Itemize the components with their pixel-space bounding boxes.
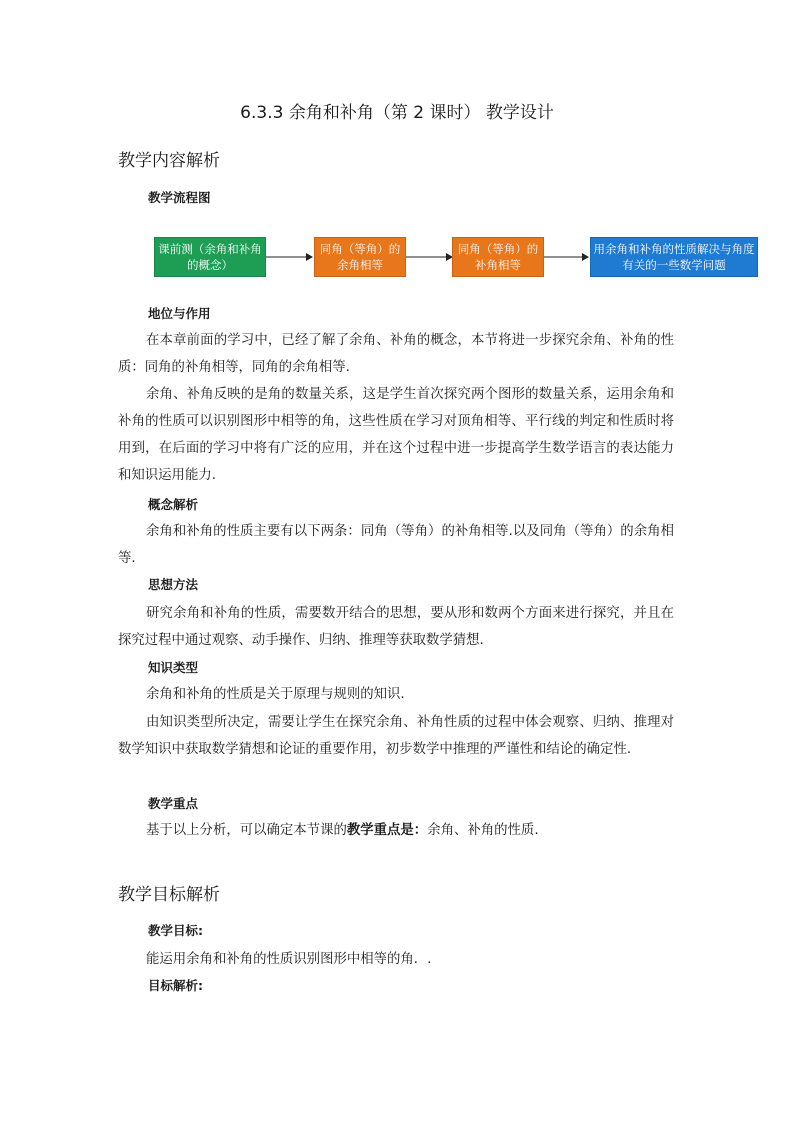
- key-point-prefix: 基于以上分析，可以确定本节课的: [146, 823, 347, 838]
- section-heading-content-analysis: 教学内容解析: [118, 151, 220, 171]
- goal-analysis-heading: 目标解析:: [148, 978, 203, 993]
- concept-paragraph: 余角和补角的性质主要有以下两条：同角（等角）的补角相等.以及同角（等角）的余角相等.: [118, 524, 674, 566]
- knowledge-type-heading: 知识类型: [148, 660, 199, 675]
- document-title: 6.3.3 余角和补角（第 2 课时） 教学设计: [240, 103, 554, 123]
- flow-step-application: [590, 237, 758, 277]
- knowledge-paragraph-1: 余角和补角的性质是关于原理与规则的知识.: [146, 687, 405, 702]
- flow-chart-heading: 教学流程图: [148, 190, 211, 205]
- key-point-bold: 教学重点是：: [346, 823, 428, 838]
- goal-paragraph: 能运用余角和补角的性质识别图形中相等的角．.: [146, 952, 432, 967]
- flow-step-supplement: [452, 237, 544, 277]
- flow-arrow-2: [406, 250, 454, 264]
- method-paragraph: 研究余角和补角的性质，需要数开结合的思想，要从形和数两个方面来进行探究，并且在探究过程中通过观察、动手操作、归纳、推理等获取数学猜想.: [118, 606, 674, 648]
- role-heading: 地位与作用: [148, 306, 211, 321]
- role-paragraph-1: 在本章前面的学习中，已经了解了余角、补角的概念，本节将进一步探究余角、补角的性质：同角的补角相等，同角的余角相等.: [118, 333, 674, 375]
- section-heading-goal-analysis: 教学目标解析: [118, 885, 220, 905]
- flow-step-label: 用余角和补角的性质解决与角度有关的一些数学问题: [593, 242, 755, 272]
- flow-step-label: 同角（等角）的余角相等: [319, 242, 401, 272]
- method-heading: 思想方法: [148, 577, 199, 592]
- knowledge-paragraph-2: 由知识类型所决定，需要让学生在探究余角、补角性质的过程中体会观察、归纳、推理对数学知识中获取数学猜想和论证的重要作用，初步数学中推理的严谨性和结论的确定性.: [118, 715, 674, 757]
- concept-heading: 概念解析: [148, 497, 199, 512]
- flow-step-label: 课前测（余角和补角的概念）: [158, 242, 262, 272]
- flow-arrow-1: [266, 250, 314, 264]
- key-point-suffix: 余角、补角的性质.: [427, 823, 539, 838]
- flow-step-label: 同角（等角）的补角相等: [457, 242, 539, 272]
- goal-heading: 教学目标:: [148, 923, 203, 938]
- flow-arrow-3: [544, 250, 590, 264]
- role-paragraph-2: 余角、补角反映的是角的数量关系，这是学生首次探究两个图形的数量关系，运用余角和补角的性质可以识别图形中相等的角，这些性质在学习对顶角相等、平行线的判定和性质时将用到，在后面的学习中将有广泛的应用，并在这个过程中进一步提高学生数学语言的表达能力和知识运用能力.: [118, 387, 674, 483]
- flow-step-complement: [314, 237, 406, 277]
- key-point-heading: 教学重点: [148, 796, 199, 811]
- key-point-paragraph: [118, 817, 674, 844]
- flow-step-pretest: [154, 237, 266, 277]
